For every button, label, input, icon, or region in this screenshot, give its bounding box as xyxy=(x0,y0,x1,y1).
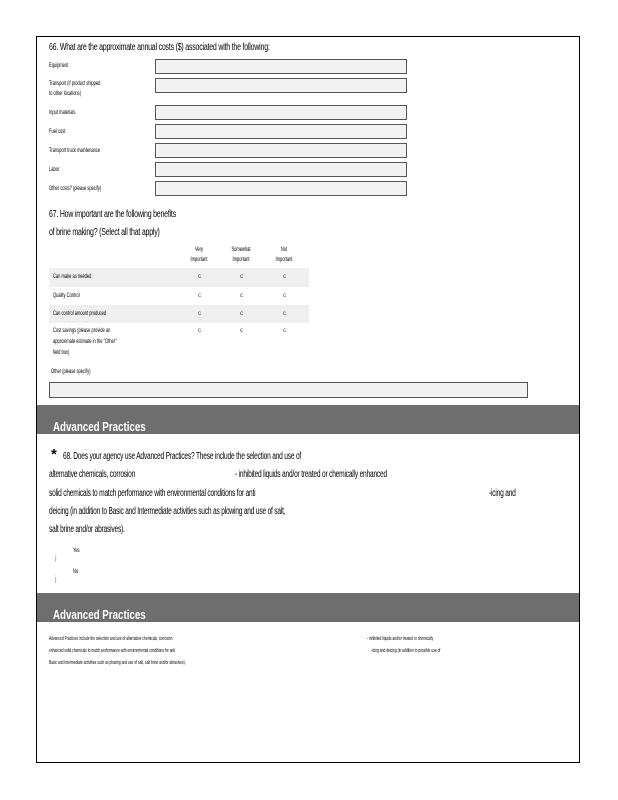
q68-line3b: -icing and xyxy=(489,488,516,499)
required-asterisk: * xyxy=(51,446,57,463)
q66-input-labor[interactable] xyxy=(155,162,407,177)
q67-other-input[interactable] xyxy=(49,382,528,398)
radio-icon[interactable]: c xyxy=(240,293,243,299)
q66-label-labor: Labor xyxy=(49,166,60,173)
option-label: Yes xyxy=(73,547,80,554)
q68-line3a: solid chemicals to match performance with environmental conditions for anti xyxy=(49,488,256,499)
radio-icon[interactable]: c xyxy=(198,311,201,317)
radio-icon[interactable]: c xyxy=(240,274,243,280)
q68-line4: deicing (in addition to Basic and Intermediate activities such as plowing and use of salt, xyxy=(49,506,286,517)
q66-label-fuel-cost: Fuel cost xyxy=(49,128,66,135)
section-header: Advanced Practices xyxy=(37,593,580,622)
q68-line2a: alternative chemicals, corrosion xyxy=(49,469,136,480)
radio-icon[interactable]: c xyxy=(283,311,286,317)
q68-line2b: - inhibited liquids and/or treated or chemically enhanced xyxy=(235,469,387,480)
radio-icon[interactable]: c xyxy=(240,311,243,317)
q67-row-label: Quality Control xyxy=(53,292,80,299)
q67-col-somewhat: Somewhat Important xyxy=(231,246,251,263)
q67-row xyxy=(49,287,309,305)
q67-row-label: approximate estimate in the "Other" xyxy=(53,338,117,345)
q66-input-input-materials[interactable] xyxy=(155,105,407,120)
q67-row xyxy=(49,305,309,323)
description-left-1: Advanced Practices include the selection and use of alternative chemicals, corrosion xyxy=(49,636,173,642)
q68-option-yes[interactable] xyxy=(55,547,80,565)
q66-input-fuel-cost[interactable] xyxy=(155,124,407,139)
radio-icon[interactable]: c xyxy=(240,328,243,334)
q66-input-truck-maintenance[interactable] xyxy=(155,143,407,158)
q66-label-input-materials: Input materials xyxy=(49,109,76,116)
radio-icon[interactable]: c xyxy=(283,328,286,334)
radio-icon[interactable]: j xyxy=(55,555,57,562)
q66-input-transport[interactable] xyxy=(155,78,407,93)
q67-other-label: Other (please specify) xyxy=(51,368,91,375)
q67-col-very: Very Important xyxy=(190,246,208,263)
q67-col-not: Not Important xyxy=(275,246,293,263)
radio-icon[interactable]: j xyxy=(55,576,57,583)
section-header: Advanced Practices xyxy=(37,405,580,434)
q68-option-no[interactable] xyxy=(55,568,79,586)
radio-icon[interactable]: c xyxy=(198,274,201,280)
q67-title-line1: 67. How important are the following benefits xyxy=(49,209,176,220)
q67-row xyxy=(49,268,309,287)
q67-row-label: Can make as needed xyxy=(53,273,92,280)
radio-icon[interactable]: c xyxy=(198,328,201,334)
q66-title: 66. What are the approximate annual costs ($) associated with the following: xyxy=(49,42,270,53)
q66-label-transport-2: to other locations) xyxy=(49,90,82,97)
q66-label-truck-maintenance: Transport truck maintenance xyxy=(49,147,101,154)
q66-label-other-costs: Other costs? (please specify) xyxy=(49,185,102,192)
description-right-1: - inhibited liquids and/or treated or chemically xyxy=(367,636,434,642)
q66-input-other-costs[interactable] xyxy=(155,181,407,196)
q66-label-transport: Transport (if product shipped xyxy=(49,80,101,87)
description-left-3: Basic and Intermediate activities such as plowing and use of salt, salt brine and/or abrasives). xyxy=(49,660,186,666)
radio-icon[interactable]: c xyxy=(198,293,201,299)
q67-row-label: Can control amount produced xyxy=(53,310,107,317)
q67-title-line2: of brine making? (Select all that apply) xyxy=(49,227,160,238)
q67-row xyxy=(49,324,309,362)
description-left-2: enhanced solid chemicals to match performance with environmental conditions for anti xyxy=(49,648,176,654)
q67-row-label: Cost savings (please provide an xyxy=(53,327,111,334)
q67-row-label: field box) xyxy=(53,349,70,356)
q66-label-equipment: Equipment xyxy=(49,62,69,69)
option-label: No xyxy=(73,568,79,575)
q66-input-equipment[interactable] xyxy=(155,59,407,74)
radio-icon[interactable]: c xyxy=(283,274,286,280)
survey-page xyxy=(36,36,580,763)
radio-icon[interactable]: c xyxy=(283,293,286,299)
q68-line5: salt brine and/or abrasives). xyxy=(49,524,125,535)
q68-line1: 68. Does your agency use Advanced Practices? These include the selection and use of xyxy=(63,451,302,462)
description-right-2: -icing and deicing (in addition to possible use of xyxy=(371,648,441,654)
